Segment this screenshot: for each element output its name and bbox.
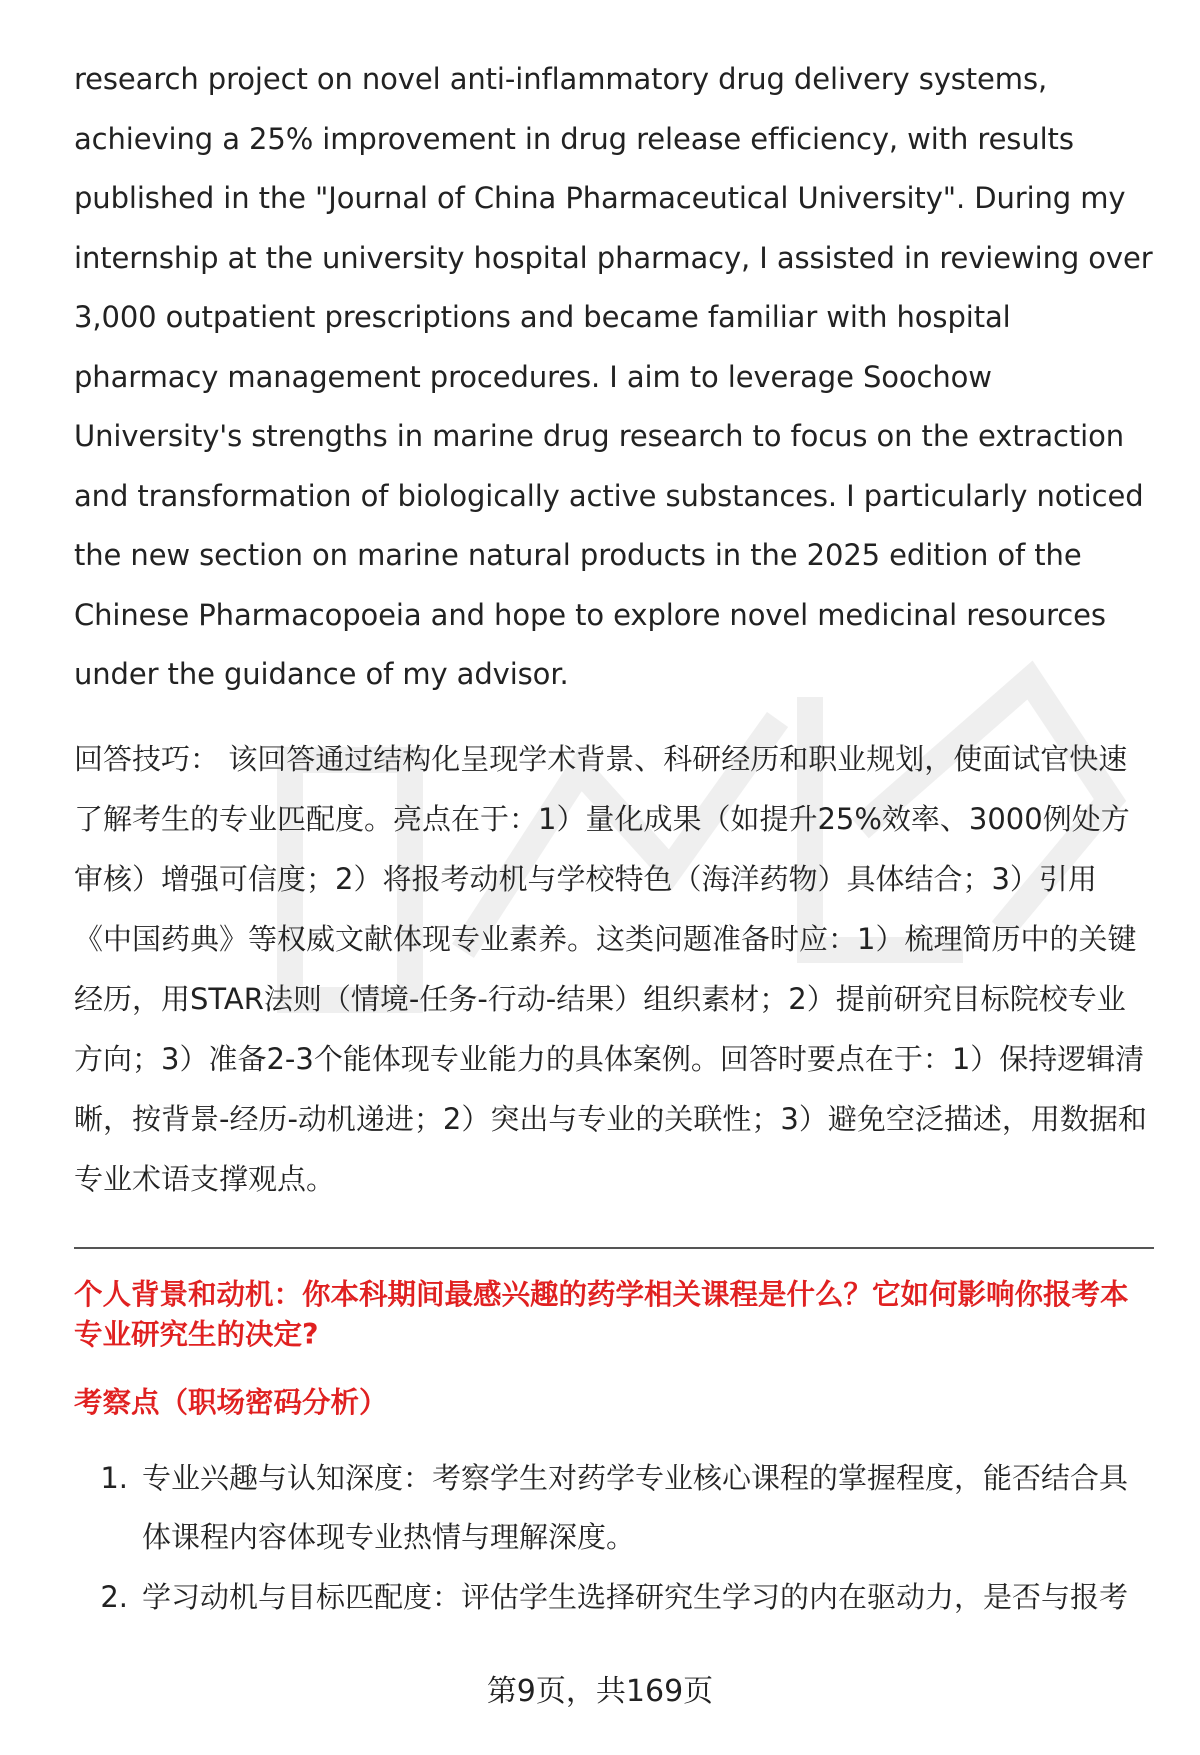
list-item <box>74 1568 1154 1628</box>
analysis-list <box>74 1449 1154 1628</box>
page-number-footer: 第9页，共169页 <box>486 1674 714 1709</box>
list-item-number: 2. <box>100 1579 128 1614</box>
list-item-text: 专业兴趣与认知深度：考察学生对药学专业核心课程的掌握程度，能否结合具体课程内容体现专业热情与理解深度。 <box>142 1460 1129 1554</box>
answer-tips-paragraph: 回答技巧： 该回答通过结构化呈现学术背景、科研经历和职业规划，使面试官快速了解考生的专业匹配度。亮点在于：1）量化成果（如提升25%效率、3000例处方审核）增强可信度；2）将报考动机与学校特色（海洋药物）具体结合；3）引用《中国药典》等权威文献体现专业素养。这类问题准备时应：1）梳理简历中的关键经历，用STAR法则（情境-任务-行动-结果）组织素材；2）提前研究目标院校专业方向；3）准备2-3个能体现专业能力的具体案例。回答时要点在于：1）保持逻辑清晰，按背景-经历-动机递进；2）突出与专业的关联性；3）避免空泛描述，用数据和专业术语支撑观点。 <box>74 741 1147 1196</box>
list-item-text: 学习动机与目标匹配度：评估学生选择研究生学习的内在驱动力，是否与报考 <box>142 1579 1129 1614</box>
list-item-number: 1. <box>100 1460 128 1495</box>
question-heading: 个人背景和动机：你本科期间最感兴趣的药学相关课程是什么？它如何影响你报考本专业研究生的决定? <box>74 1277 1129 1351</box>
analysis-heading: 考察点（职场密码分析） <box>74 1385 388 1419</box>
document-page <box>74 50 1154 1627</box>
list-item <box>74 1449 1154 1568</box>
english-answer-paragraph: research project on novel anti-inflammatory drug delivery systems, achieving a 25% improvement in drug release efficiency, with results published in the "Journal of China Pharmaceutical University". During my internship at the university hospital pharmacy, I assisted in reviewing over 3,000 outpatient prescriptions and became familiar with hospital pharmacy management procedures. I aim to leverage Soochow University's strengths in marine drug research to focus on the extraction and transformation of biologically active substances. I particularly noticed the new section on marine natural products in the 2025 edition of the Chinese Pharmacopoeia and hope to explore novel medicinal resources under the guidance of my advisor. <box>74 62 1153 691</box>
section-divider <box>74 1247 1154 1249</box>
